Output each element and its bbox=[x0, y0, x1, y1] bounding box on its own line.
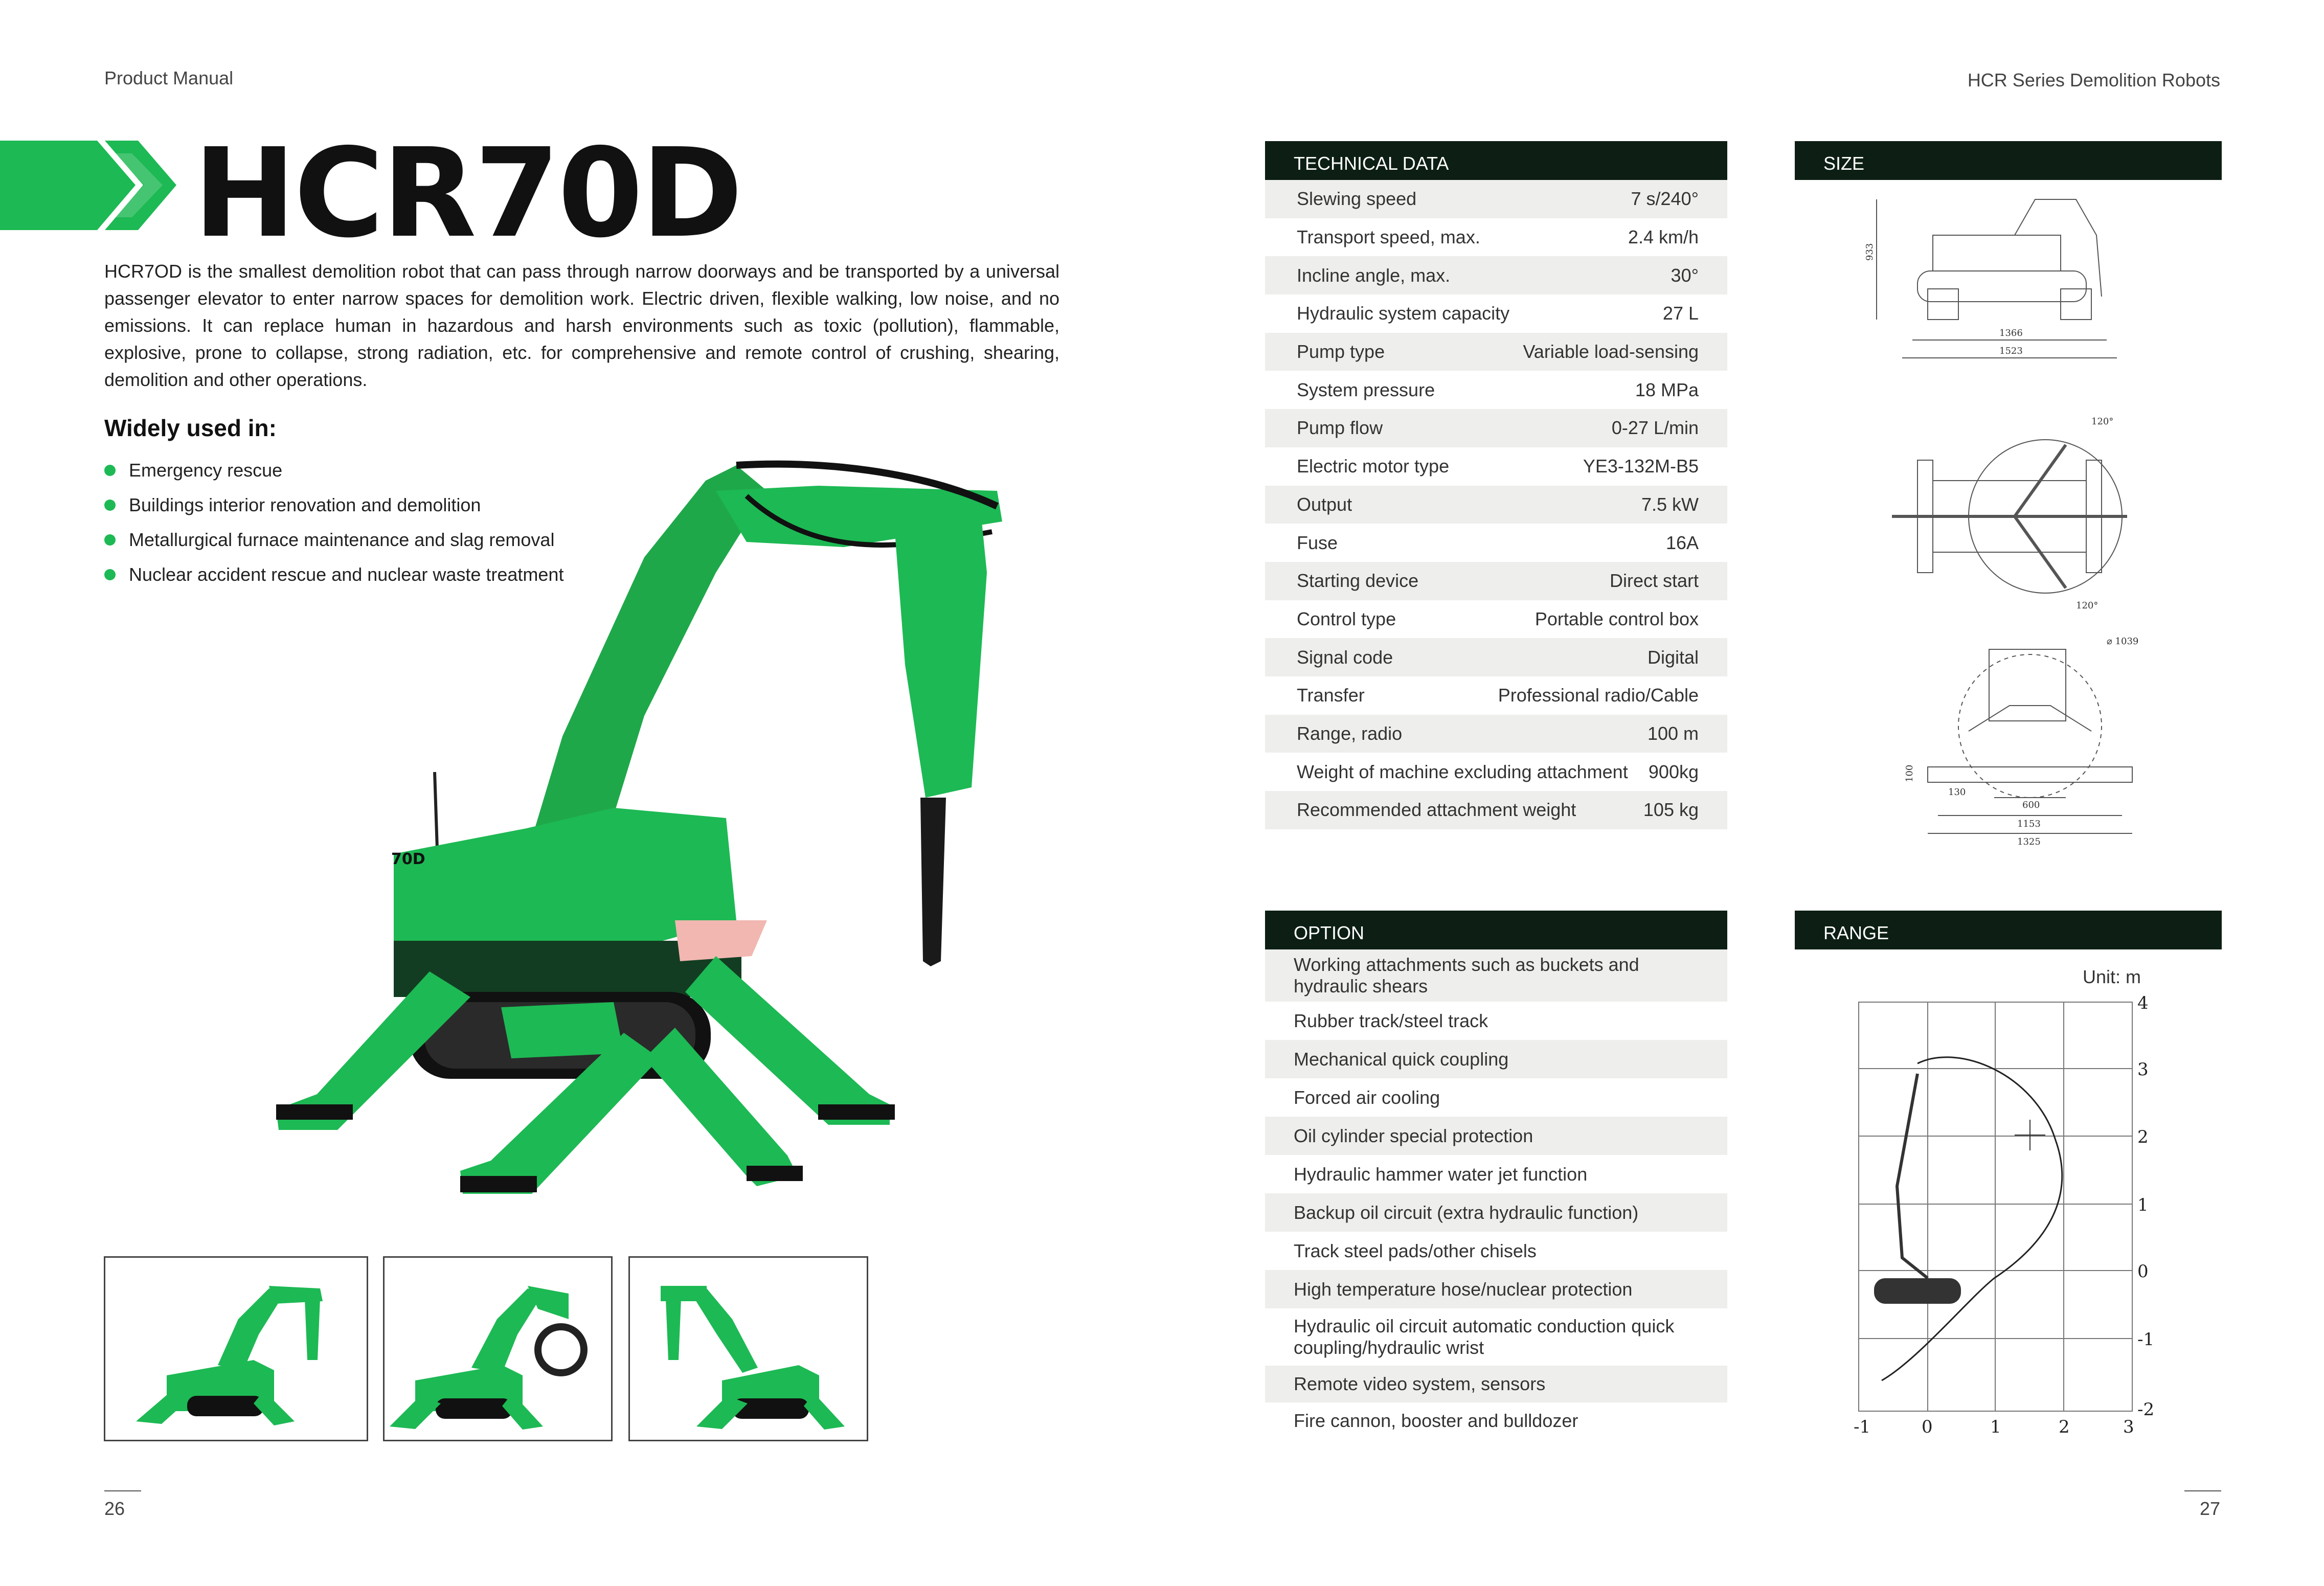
table-row: Output 7.5 kW bbox=[1265, 486, 1727, 524]
usage-item: Buildings interior renovation and demolition bbox=[104, 488, 667, 523]
size-drawings bbox=[1861, 189, 2168, 859]
svg-text:120°: 120° bbox=[2076, 600, 2099, 611]
svg-text:600: 600 bbox=[2022, 800, 2040, 810]
svg-text:-1: -1 bbox=[2137, 1329, 2155, 1350]
bullet-icon bbox=[104, 534, 116, 546]
usage-item: Metallurgical furnace maintenance and slag removal bbox=[104, 523, 667, 557]
svg-text:-1: -1 bbox=[1854, 1417, 1871, 1437]
range-unit-label: Unit: m bbox=[2083, 966, 2141, 987]
table-row: Hydraulic system capacity 27 L bbox=[1297, 303, 1699, 324]
svg-text:0: 0 bbox=[1922, 1417, 1933, 1437]
range-diagram bbox=[1841, 992, 2178, 1442]
list-item: Rubber track/steel track bbox=[1294, 1010, 1488, 1031]
widely-used-title: Widely used in: bbox=[104, 415, 277, 441]
side-view-drawing bbox=[1864, 199, 2117, 358]
list-item: Hydraulic hammer water jet function bbox=[1294, 1163, 1588, 1185]
svg-text:0: 0 bbox=[2137, 1261, 2149, 1282]
svg-text:4: 4 bbox=[2137, 993, 2149, 1013]
robot-thumbnail-image bbox=[385, 1258, 611, 1440]
svg-text:1: 1 bbox=[2137, 1195, 2149, 1215]
list-item: Fire cannon, booster and bulldozer bbox=[1294, 1410, 1578, 1431]
page-rule-left bbox=[104, 1490, 141, 1491]
page-number-left: 26 bbox=[104, 1498, 125, 1519]
range-section bbox=[1795, 911, 2222, 949]
svg-text:-2: -2 bbox=[2137, 1399, 2155, 1420]
technical-data-header: TECHNICAL DATA bbox=[1265, 141, 1727, 180]
table-row: Weight of machine excluding attachment 900kg bbox=[1297, 761, 1699, 782]
intro-paragraph: HCR7OD is the smallest demolition robot that can pass through narrow doorways and be transported by a universal passenger elevator to enter narrow spaces for demolition work. Electric driven, flexible walking, low noise, and no emissions. It can replace human in hazardous and harsh environments such as toxic (pollution), flammable, explosive, prone to collapse, strong radiation, etc. for comprehensive and remote control of crushing, shearing, demolition and other operations. bbox=[104, 261, 1059, 390]
svg-text:933: 933 bbox=[1864, 243, 1875, 261]
top-view-drawing bbox=[1892, 416, 2127, 611]
option-list bbox=[1265, 911, 1727, 1439]
robot-thumbnail-image bbox=[630, 1258, 867, 1440]
svg-text:120°: 120° bbox=[2091, 416, 2114, 427]
list-item: Forced air cooling bbox=[1294, 1086, 1440, 1108]
bullet-icon bbox=[104, 465, 116, 476]
svg-text:1366: 1366 bbox=[1999, 328, 2023, 338]
table-row: Signal code Digital bbox=[1265, 638, 1727, 676]
option-header: OPTION bbox=[1265, 911, 1727, 949]
svg-text:100: 100 bbox=[1904, 764, 1915, 782]
svg-text:2: 2 bbox=[2059, 1417, 2070, 1437]
page-rule-right bbox=[2184, 1490, 2221, 1491]
svg-text:3: 3 bbox=[2137, 1059, 2149, 1080]
page-number-right: 27 bbox=[2199, 1498, 2220, 1519]
svg-text:1153: 1153 bbox=[2017, 819, 2041, 829]
list-item: Remote video system, sensors bbox=[1265, 1366, 1727, 1402]
thumbnail-robot-shear[interactable] bbox=[383, 1256, 613, 1441]
table-row: Incline angle, max. 30° bbox=[1265, 256, 1727, 294]
table-row: Pump flow 0-27 L/min bbox=[1265, 409, 1727, 447]
table-row: Recommended attachment weight 105 kg bbox=[1265, 791, 1727, 829]
robot-model-label: 70D bbox=[391, 850, 425, 868]
bullet-icon bbox=[104, 569, 116, 580]
list-item: High temperature hose/nuclear protection bbox=[1265, 1270, 1727, 1308]
table-row: Starting device Direct start bbox=[1265, 562, 1727, 600]
usage-item: Nuclear accident rescue and nuclear waste treatment bbox=[104, 557, 667, 592]
thumbnail-robot-hammer-1[interactable] bbox=[104, 1256, 368, 1441]
list-item: Hydraulic oil circuit automatic conduction quick coupling/hydraulic wrist bbox=[1294, 1316, 1675, 1358]
table-row: Transport speed, max. 2.4 km/h bbox=[1297, 226, 1699, 248]
usage-item: Emergency rescue bbox=[104, 453, 667, 488]
table-row: Fuse 16A bbox=[1297, 532, 1699, 553]
robot-main-image bbox=[256, 429, 1023, 1202]
list-item: Mechanical quick coupling bbox=[1265, 1040, 1727, 1078]
table-row: Range, radio 100 m bbox=[1265, 715, 1727, 753]
technical-data-table bbox=[1265, 141, 1727, 829]
svg-text:2: 2 bbox=[2137, 1127, 2149, 1147]
svg-text:⌀ 1039: ⌀ 1039 bbox=[2107, 636, 2139, 647]
model-title: HCR70D bbox=[193, 122, 741, 265]
list-item: Backup oil circuit (extra hydraulic function) bbox=[1265, 1193, 1727, 1232]
svg-text:1: 1 bbox=[1990, 1417, 2001, 1437]
bullet-icon bbox=[104, 500, 116, 511]
front-view-drawing bbox=[1904, 636, 2138, 847]
table-row: System pressure 18 MPa bbox=[1297, 379, 1699, 400]
svg-text:3: 3 bbox=[2123, 1417, 2134, 1437]
size-section bbox=[1795, 141, 2222, 180]
list-item: Working attachments such as buckets and hydraulic shears bbox=[1265, 949, 1727, 1002]
robot-thumbnail-image bbox=[105, 1258, 367, 1440]
table-row: Slewing speed 7 s/240° bbox=[1265, 180, 1727, 218]
svg-text:130: 130 bbox=[1948, 787, 1966, 798]
table-row: Pump type Variable load-sensing bbox=[1265, 333, 1727, 371]
table-row: Electric motor type YE3-132M-B5 bbox=[1297, 456, 1699, 477]
list-item: Oil cylinder special protection bbox=[1265, 1117, 1727, 1155]
table-row: Transfer Professional radio/Cable bbox=[1297, 685, 1699, 706]
table-row: Control type Portable control box bbox=[1297, 608, 1699, 629]
svg-text:1523: 1523 bbox=[1999, 346, 2023, 356]
range-header: RANGE bbox=[1795, 911, 2222, 949]
running-header-right: HCR Series Demolition Robots bbox=[1967, 70, 2220, 90]
thumbnail-robot-hammer-2[interactable] bbox=[628, 1256, 868, 1441]
size-header: SIZE bbox=[1795, 141, 2222, 180]
list-item: Track steel pads/other chisels bbox=[1294, 1240, 1537, 1261]
svg-text:1325: 1325 bbox=[2017, 836, 2041, 847]
running-header-left: Product Manual bbox=[104, 67, 234, 88]
chevron-arrow-icon bbox=[0, 141, 179, 230]
